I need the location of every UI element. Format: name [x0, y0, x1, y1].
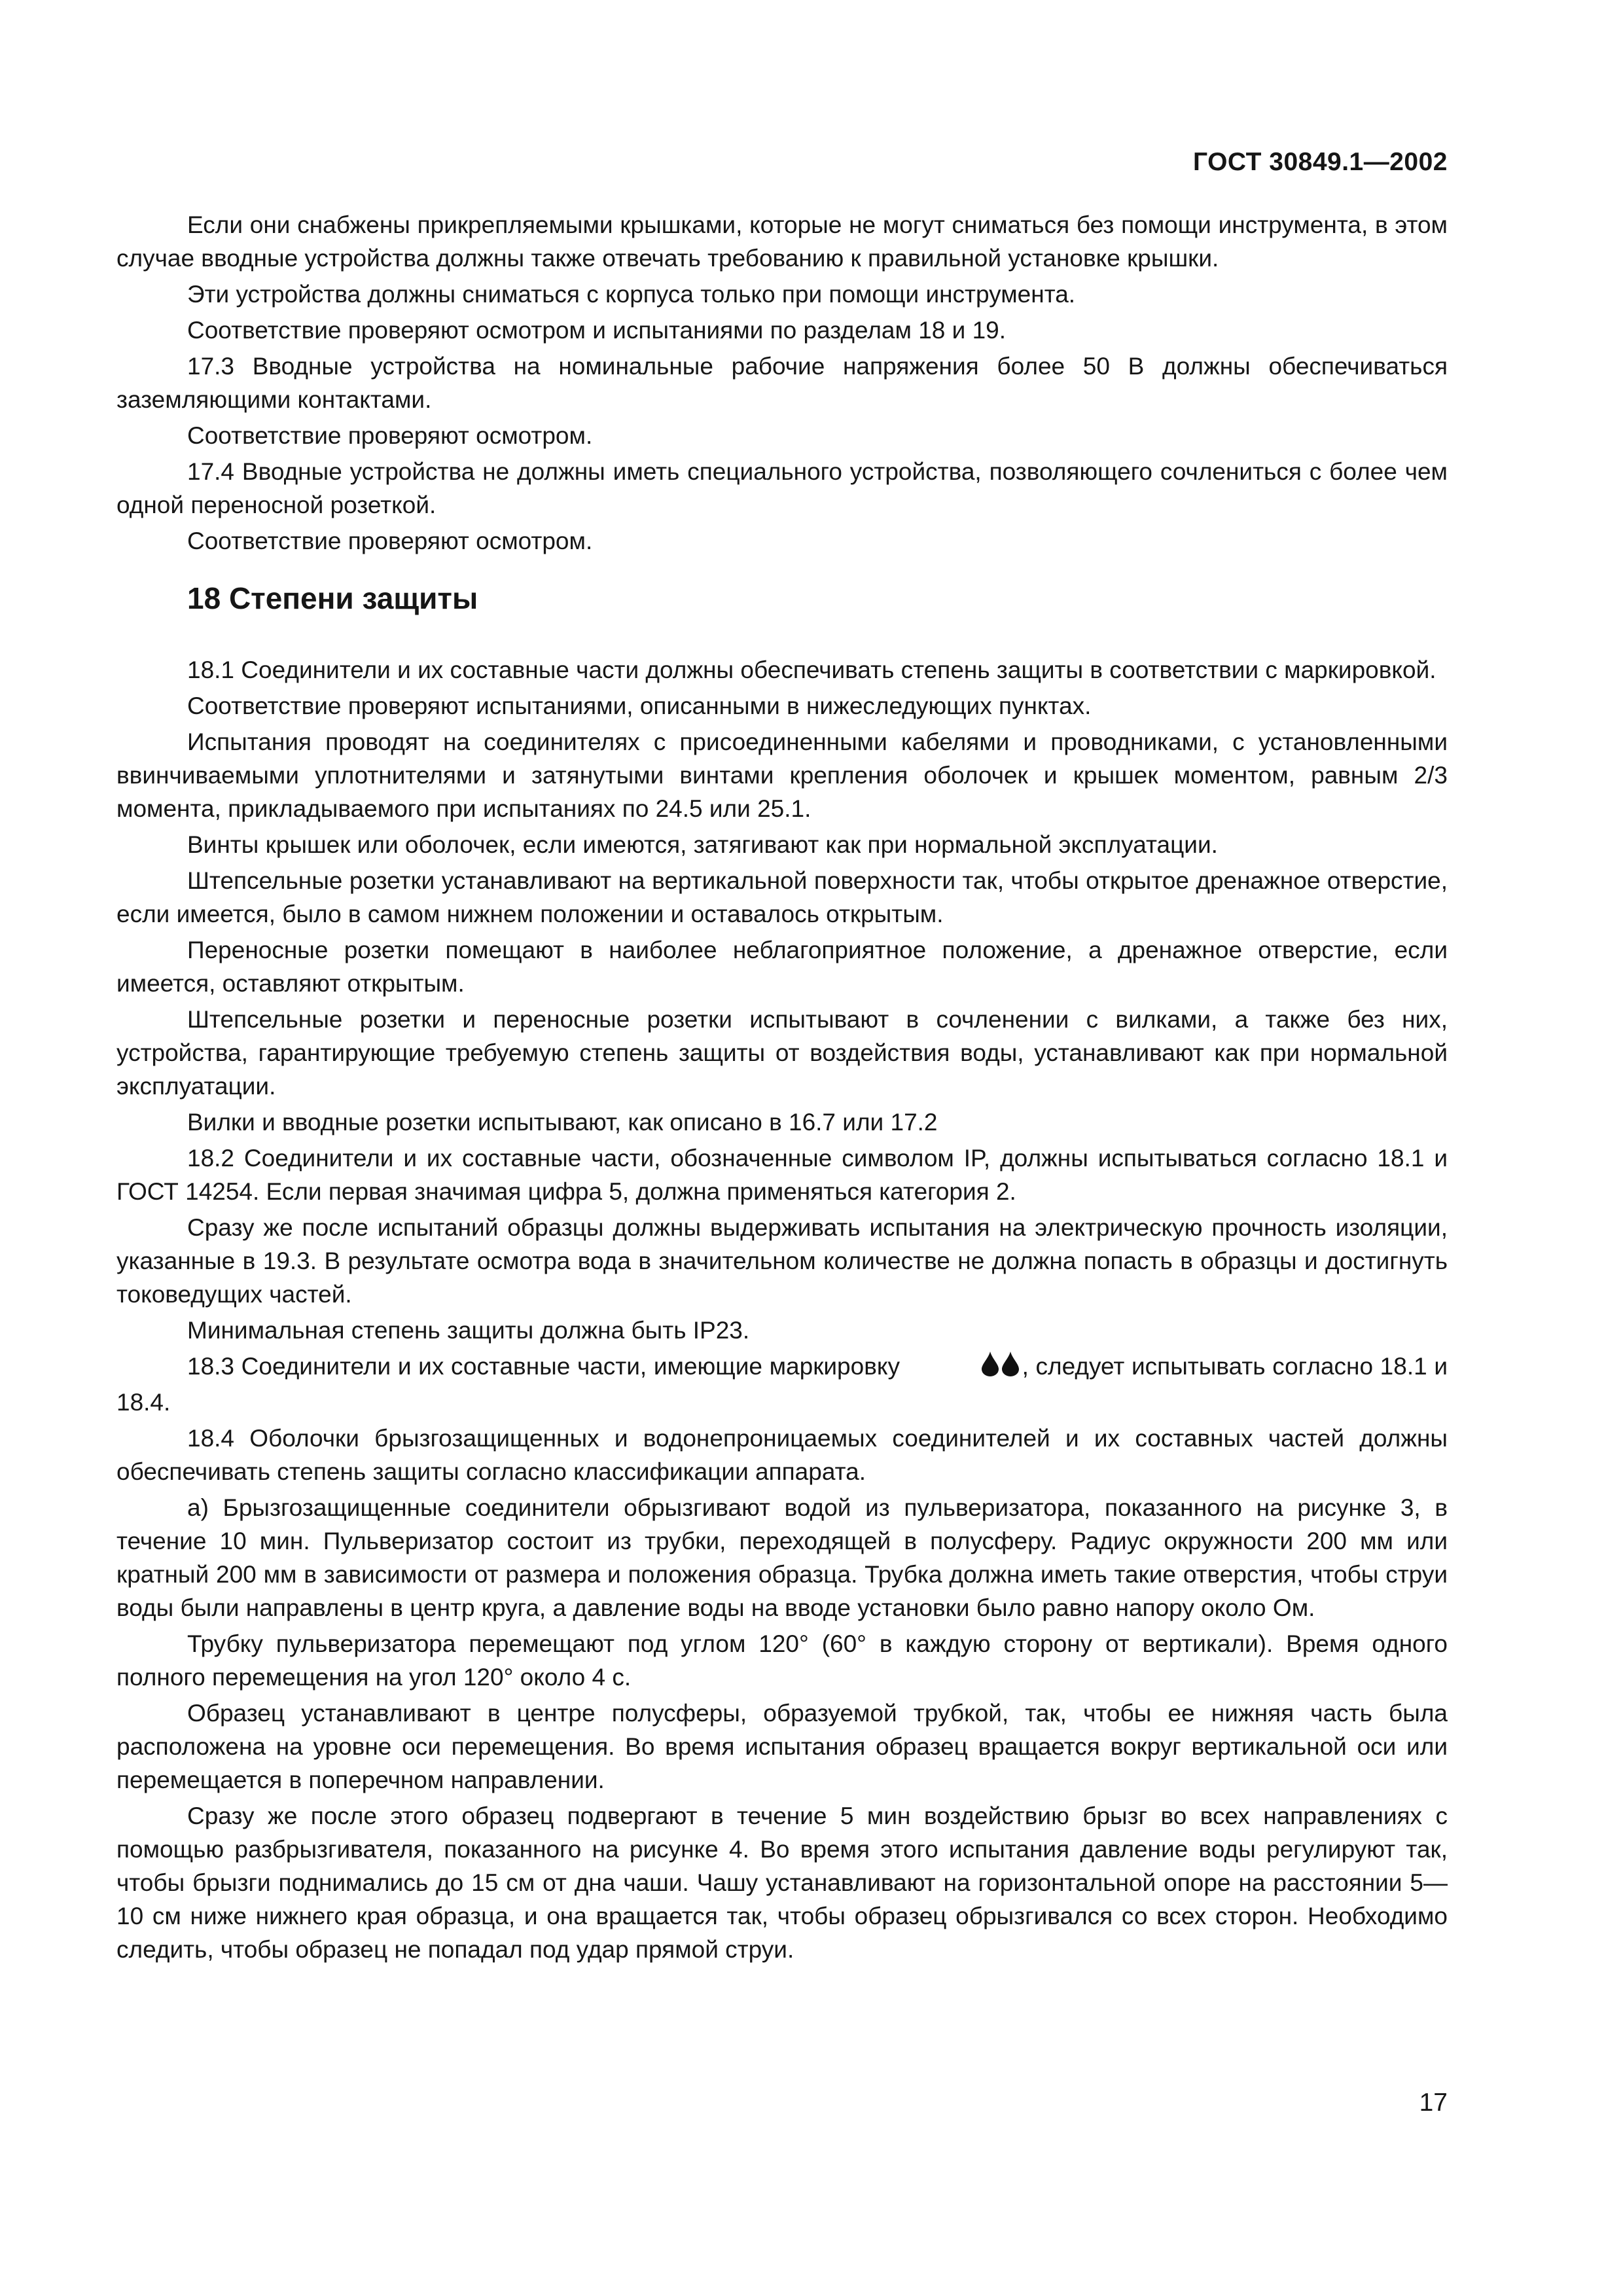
- paragraph: Соответствие проверяют осмотром.: [187, 528, 593, 554]
- two-drops-icon: [910, 1351, 1021, 1386]
- paragraph: Трубку пульверизатора перемещают под углом 120° (60° в каждую сторону от вертикали). Время одного полного перемещения на угол 120° около 4 с.: [116, 1630, 1448, 1691]
- paragraph: 17.3 Вводные устройства на номинальные рабочие напряжения более 50 В должны обеспечиваться заземляющими контактами.: [116, 353, 1448, 413]
- paragraph: 17.4 Вводные устройства не должны иметь специального устройства, позволяющего сочлениться с более чем одной переносной розеткой.: [116, 458, 1448, 518]
- paragraph: 18.1 Соединители и их составные части должны обеспечивать степень защиты в соответствии с маркировкой.: [187, 656, 1436, 683]
- paragraph: Испытания проводят на соединителях с присоединенными кабелями и проводниками, с установленными ввинчиваемыми уплотнителями и затянутыми винтами крепления оболочек и крышек моментом, равным 2/3 момента, прикладываемого при испытаниях по 24.5 или 25.1.: [116, 728, 1448, 822]
- paragraph: Если они снабжены прикрепляемыми крышками, которые не могут сниматься без помощи инструмента, в этом случае вводные устройства должны также отвечать требованию к правильной установке крышки.: [116, 211, 1448, 272]
- paragraph: Минимальная степень защиты должна быть IP23.: [187, 1317, 750, 1344]
- paragraph: Сразу же после испытаний образцы должны выдерживать испытания на электрическую прочность изоляции, указанные в 19.3. В результате осмотра вода в значительном количестве не должна попасть в образцы и достигнуть токоведущих частей.: [116, 1214, 1448, 1308]
- page-number: 17: [1419, 2089, 1448, 2117]
- paragraph: Эти устройства должны сниматься с корпуса только при помощи инструмента.: [187, 281, 1076, 308]
- paragraph: Соответствие проверяют испытаниями, описанными в нижеследующих пунктах.: [187, 692, 1092, 719]
- paragraph: 18.2 Соединители и их составные части, обозначенные символом IP, должны испытываться согласно 18.1 и ГОСТ 14254. Если первая значимая цифра 5, должна применяться категория 2.: [116, 1145, 1448, 1205]
- paragraph: Соответствие проверяют осмотром и испытаниями по разделам 18 и 19.: [187, 317, 1007, 344]
- paragraph: Соответствие проверяют осмотром.: [187, 422, 593, 449]
- document-id-header: ГОСТ 30849.1—2002: [1192, 148, 1448, 176]
- paragraph: Штепсельные розетки и переносные розетки испытывают в сочленении с вилками, а также без них, устройства, гарантирующие требуемую степень защиты от воздействия воды, устанавливают как при нормальной эксплуатации.: [116, 1006, 1448, 1100]
- paragraph: 18.4 Оболочки брызгозащищенных и водонепроницаемых соединителей и их составных частей должны обеспечивать степень защиты согласно классификации аппарата.: [116, 1425, 1448, 1485]
- paragraph: Образец устанавливают в центре полусферы, образуемой трубкой, так, чтобы ее нижняя часть была расположена на уровне оси перемещения. Во время испытания образец вращается вокруг вертикальной оси или перемещается в поперечном направлении.: [116, 1700, 1448, 1793]
- paragraph-18-3: [116, 1350, 1448, 1419]
- paragraph: Вилки и вводные розетки испытывают, как описано в 16.7 или 17.2: [187, 1109, 938, 1136]
- paragraph-text: 18.3 Соединители и их составные части, имеющие маркировку: [187, 1353, 907, 1380]
- paragraph: Переносные розетки помещают в наиболее неблагоприятное положение, а дренажное отверстие, если имеется, оставляют открытым.: [116, 937, 1448, 997]
- paragraph: Штепсельные розетки устанавливают на вертикальной поверхности так, чтобы открытое дренажное отверстие, если имеется, было в самом нижнем положении и оставалось открытым.: [116, 867, 1448, 927]
- paragraph-text: , следует испытывать согласно 18.1 и 18.4.: [116, 1353, 1448, 1416]
- paragraph: Винты крышек или оболочек, если имеются, затягивают как при нормальной эксплуатации.: [187, 831, 1218, 858]
- section-heading: 18 Степени защиты: [187, 581, 478, 615]
- section-paragraphs: [116, 653, 1448, 1966]
- paragraph: Сразу же после этого образец подвергают в течение 5 мин воздействию брызг во всех направлениях с помощью разбрызгивателя, показанного на рисунке 4. Во время этого испытания давление воды регулируют так, чтобы брызги поднимались до 15 см от дна чаши. Чашу устанавливают на горизонтальной опоре на расстоянии 5—10 см ниже нижнего края образца, и она вращается так, чтобы образец обрызгивался со всех сторон. Необходимо следить, чтобы образец не попадал под удар прямой струи.: [116, 1803, 1448, 1963]
- top-paragraphs: [116, 208, 1448, 558]
- page-body: [116, 208, 1448, 1966]
- paragraph: а) Брызгозащищенные соединители обрызгивают водой из пульверизатора, показанного на рисунке 3, в течение 10 мин. Пульверизатор состоит из трубки, переходящей в полусферу. Радиус окружности 200 мм или кратный 200 мм в зависимости от размера и положения образца. Трубка должна иметь такие отверстия, чтобы струи воды были направлены в центр круга, а давление воды на вводе установки было равно напору около Ом.: [116, 1494, 1448, 1621]
